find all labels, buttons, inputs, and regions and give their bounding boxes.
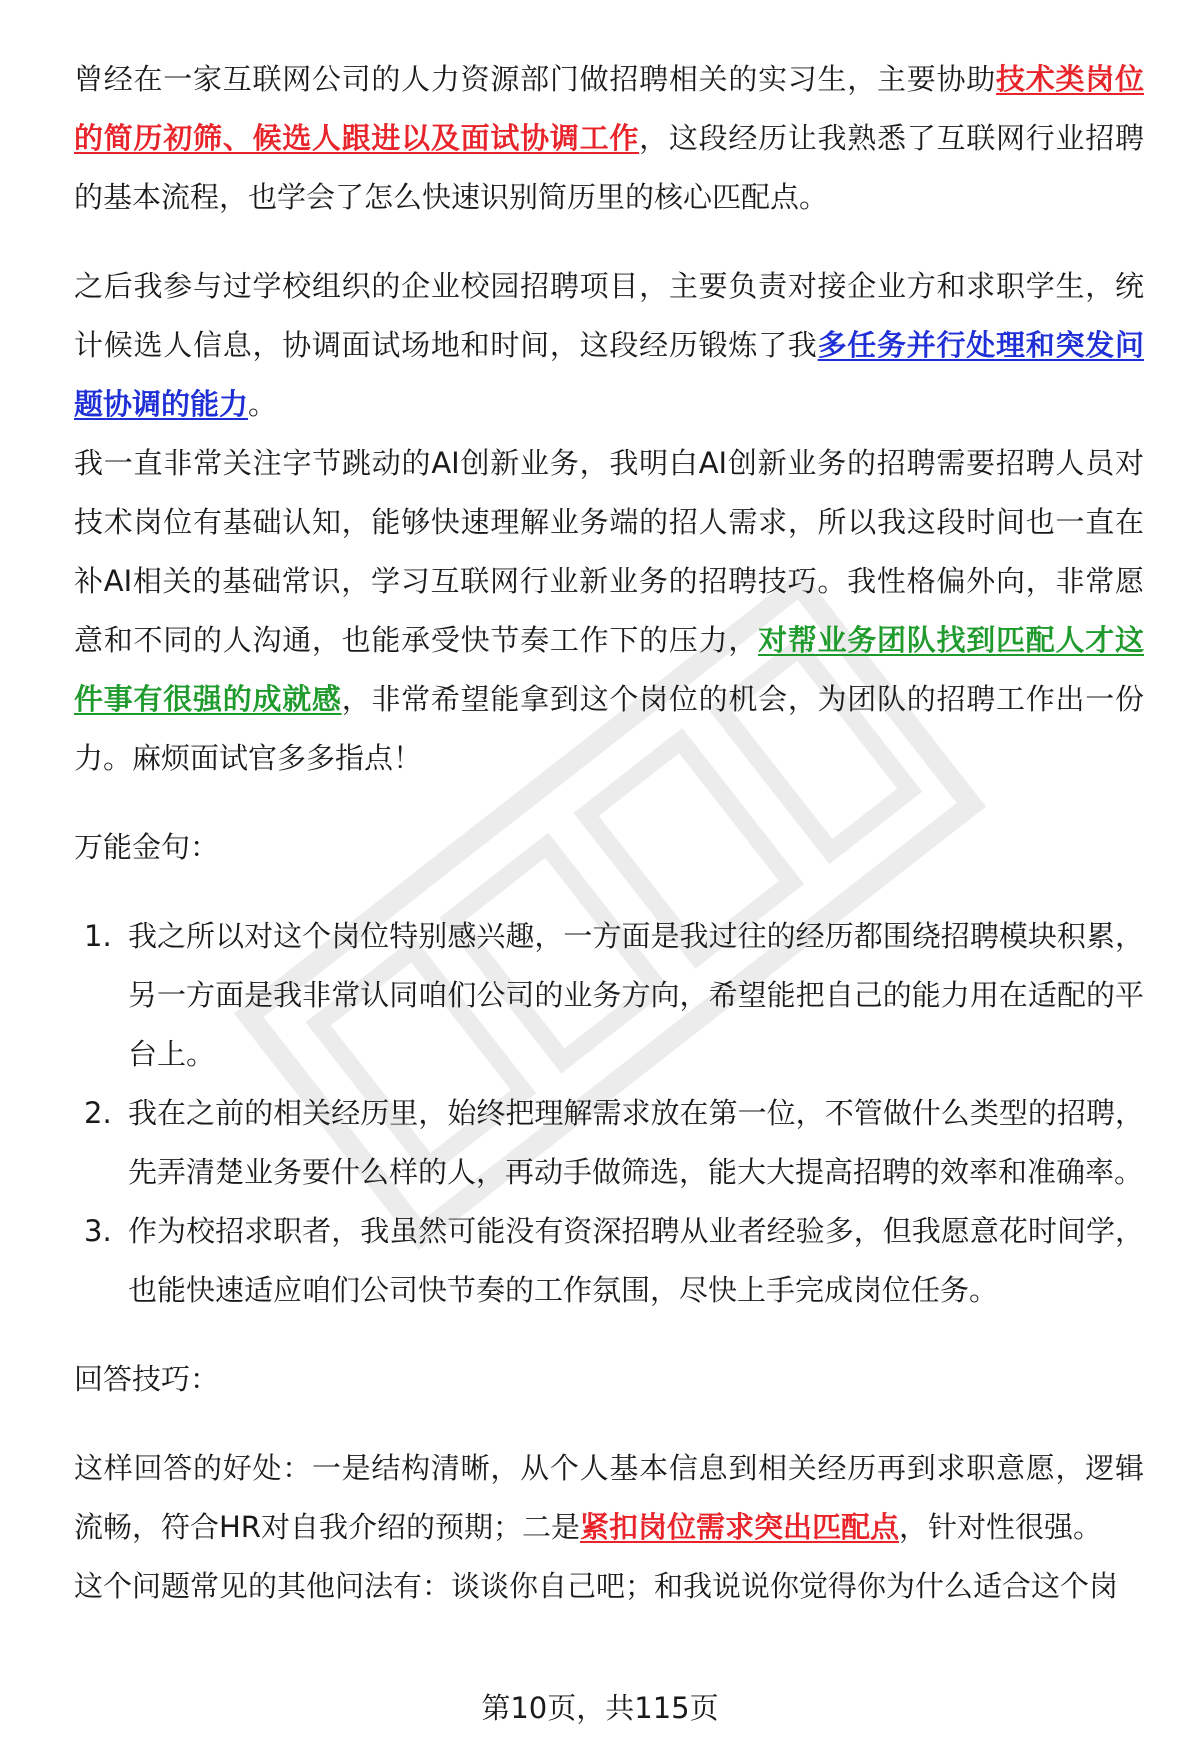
paragraph-tips: 这样回答的好处：一是结构清晰，从个人基本信息到相关经历再到求职意愿，逻辑流畅，符合HR对自我介绍的预期；二是紧扣岗位需求突出匹配点，针对性很强。 — [74, 1451, 1144, 1544]
golden-phrases-list — [74, 907, 1144, 1320]
answer-tips-heading: 回答技巧： — [74, 1362, 220, 1396]
paragraph-other-asks: 这个问题常见的其他问法有：谈谈你自己吧；和我说说你觉得你为什么适合这个岗 — [74, 1569, 1119, 1603]
document-body — [74, 50, 1144, 1616]
list-item: 3. 作为校招求职者，我虽然可能没有资深招聘从业者经验多，但我愿意花时间学，也能快速适应咱们公司快节奏的工作氛围，尽快上手完成岗位任务。 — [84, 1214, 1144, 1307]
paragraph-motivation: 我一直非常关注字节跳动的AI创新业务，我明白AI创新业务的招聘需要招聘人员对技术岗位有基础认知，能够快速理解业务端的招人需求，所以我这段时间也一直在补AI相关的基础常识，学习互联网行业新业务的招聘技巧。我性格偏外向，非常愿意和不同的人沟通，也能承受快节奏工作下的压力，对帮业务团队找到匹配人才这件事有很强的成就感，非常希望能拿到这个岗位的机会，为团队的招聘工作出一份力。麻烦面试官多多指点！ — [74, 446, 1144, 775]
page-footer: 第10页，共115页 — [481, 1691, 719, 1725]
list-item: 1. 我之所以对这个岗位特别感兴趣，一方面是我过往的经历都围绕招聘模块积累，另一方面是我非常认同咱们公司的业务方向，希望能把自己的能力用在适配的平台上。 — [84, 919, 1144, 1071]
list-item: 2. 我在之前的相关经历里，始终把理解需求放在第一位，不管做什么类型的招聘，先弄清楚业务要什么样的人，再动手做筛选，能大大提高招聘的效率和准确率。 — [84, 1096, 1144, 1189]
paragraph-campus-recruiting: 之后我参与过学校组织的企业校园招聘项目，主要负责对接企业方和求职学生，统计候选人信息，协调面试场地和时间，这段经历锻炼了我多任务并行处理和突发问题协调的能力。 — [74, 269, 1144, 421]
highlight-red: 紧扣岗位需求突出匹配点 — [579, 1510, 899, 1544]
highlight-red: 技术类岗位的简历初筛、候选人跟进以及面试协调工作 — [74, 62, 1144, 155]
paragraph-internship: 曾经在一家互联网公司的人力资源部门做招聘相关的实习生，主要协助技术类岗位的简历初筛、候选人跟进以及面试协调工作，这段经历让我熟悉了互联网行业招聘的基本流程，也学会了怎么快速识别简历里的核心匹配点。 — [74, 62, 1144, 214]
highlight-green: 对帮业务团队找到匹配人才这件事有很强的成就感 — [74, 623, 1144, 716]
golden-phrases-heading: 万能金句： — [74, 830, 220, 864]
highlight-blue: 多任务并行处理和突发问题协调的能力 — [74, 328, 1144, 421]
